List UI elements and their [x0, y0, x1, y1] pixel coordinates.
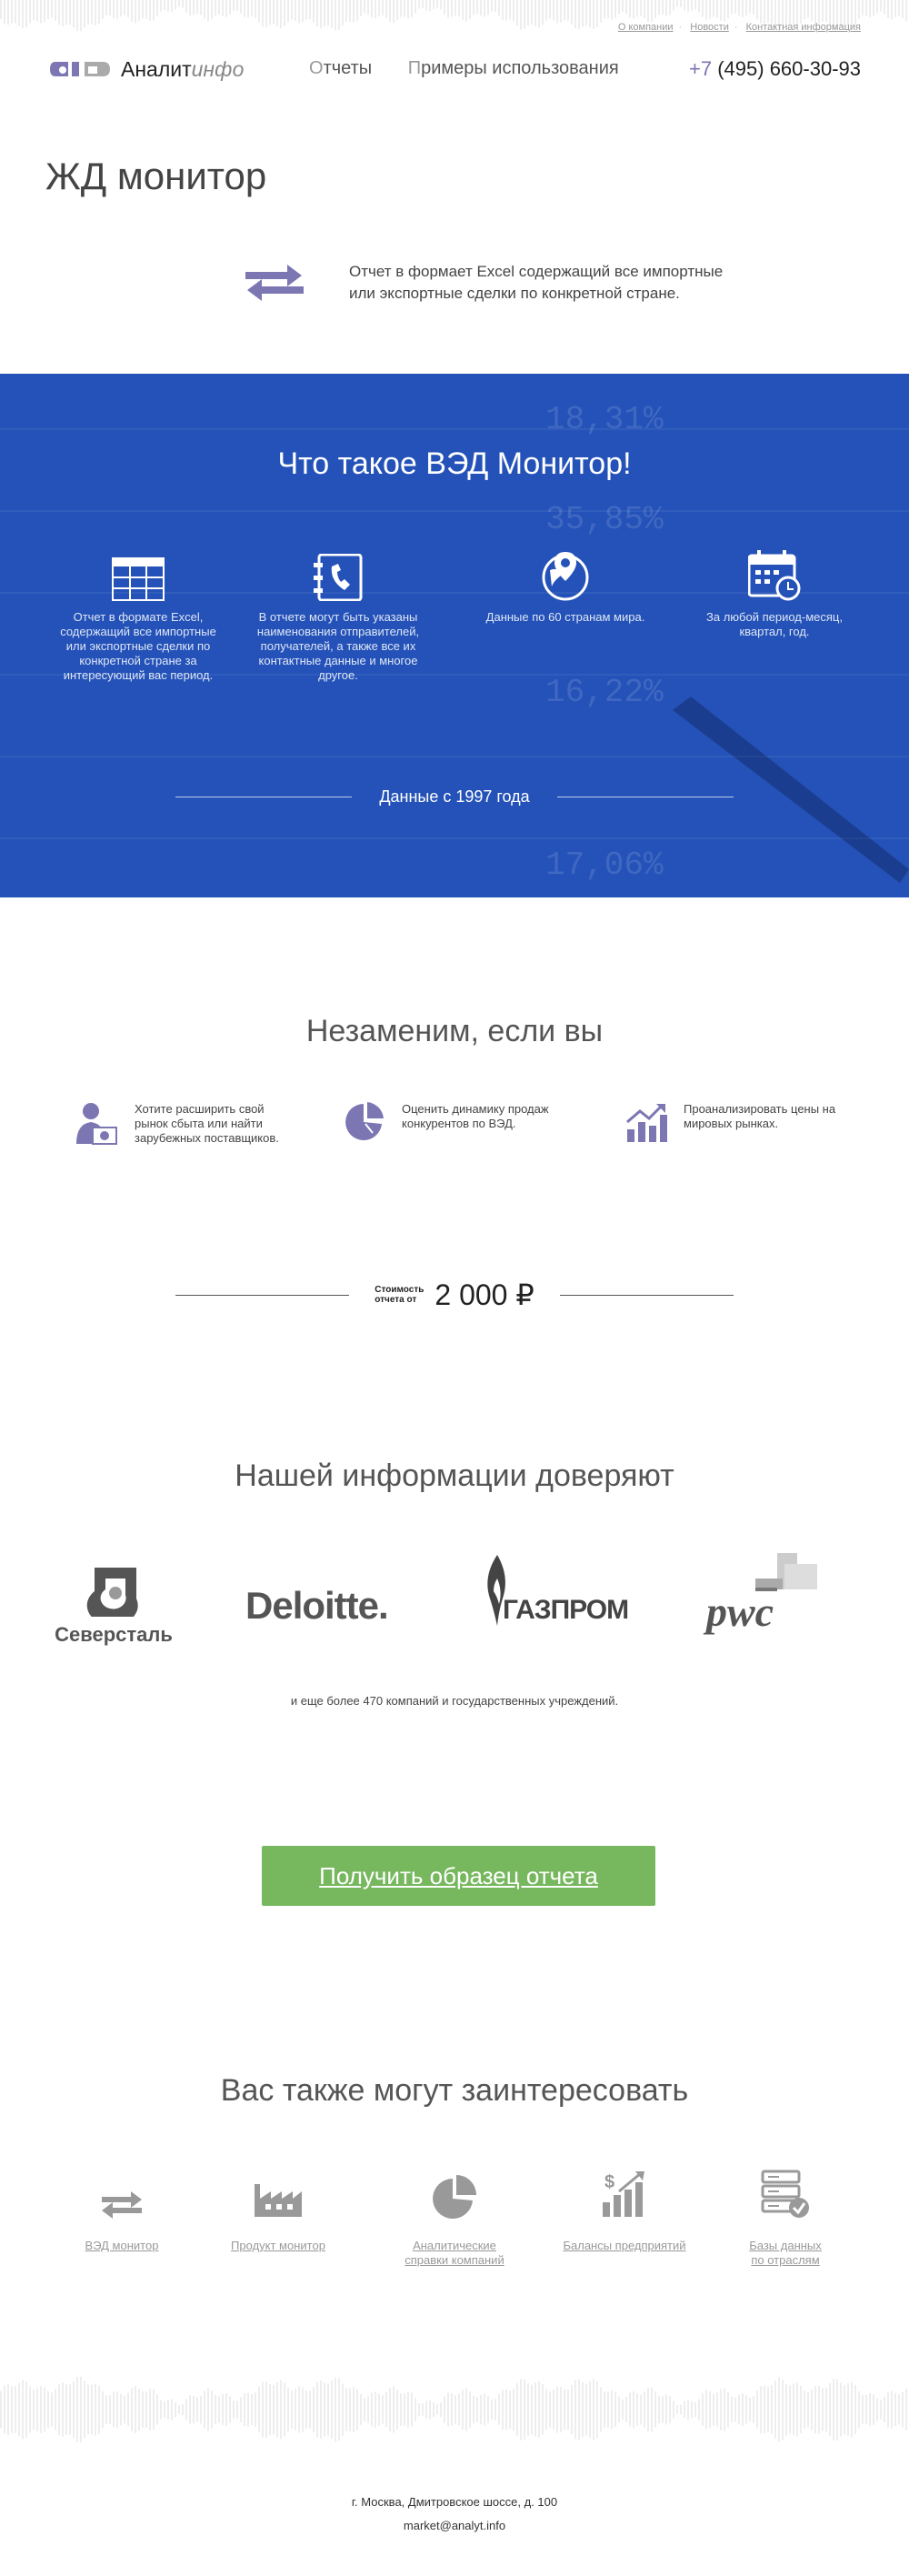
bg-number: 18,31% [545, 401, 664, 438]
intro-text: Отчет в формает Excel содержащий все импортные или экспортные сделки по конкретной стране. [349, 263, 724, 302]
nav-item-examples[interactable]: Примеры использования [407, 58, 619, 78]
severstal-mark-icon [85, 1564, 142, 1617]
footer-wave-decoration [0, 2373, 909, 2446]
need-text: Хотите расширить свой рынок сбыта или найти зарубежных поставщиков. [135, 1102, 279, 1145]
pie-chart-icon [345, 1102, 385, 1142]
arrows-icon [102, 2190, 142, 2219]
top-links: О компании · Новости · Контактная информация [617, 22, 861, 33]
client-logo-pwc: pwc [704, 1546, 823, 1637]
client-logo-deloitte: Deloitte. [245, 1584, 388, 1627]
clients-note: и еще более 470 компаний и государственных учреждений. [290, 1694, 619, 1708]
also-item[interactable]: Аналитические справки компаний [386, 2173, 523, 2268]
intro [245, 261, 740, 305]
page-title: ЖД монитор [45, 155, 267, 197]
money-chart-icon [601, 2171, 648, 2219]
need-text: Проанализировать цены на мировых рынках. [684, 1102, 836, 1130]
bg-number: 16,22% [545, 674, 664, 711]
also-item[interactable] [556, 2173, 693, 2253]
pen-decoration [654, 674, 909, 892]
top-link-contacts[interactable]: Контактная информация [745, 22, 861, 33]
feature-text: Данные по 60 странам мира. [485, 610, 645, 624]
growth-chart-icon [625, 1102, 667, 1142]
table-icon [112, 557, 165, 601]
globe-pin-icon [541, 550, 590, 601]
also-item[interactable] [54, 2173, 190, 2253]
exchange-arrows-icon [245, 263, 304, 303]
need-text: Оценить динамику продаж конкурентов по ВЭД. [402, 1102, 549, 1130]
price-label: Стоимость отчета от [375, 1285, 425, 1305]
bg-number: 17,06% [545, 847, 664, 884]
svg-text:$: $ [604, 2172, 615, 2192]
get-sample-button[interactable]: Получить образец отчета [262, 1846, 655, 1906]
need-item [345, 1102, 565, 1142]
calendar-clock-icon [748, 550, 801, 601]
pie-chart-icon [433, 2175, 476, 2219]
also-item[interactable]: Базы данных по отраслям [717, 2173, 854, 2268]
footer-address: г. Москва, Дмитровское шоссе, д. 100 [351, 2495, 558, 2509]
top-link-about[interactable]: О компании [617, 22, 674, 33]
also-link[interactable]: Балансы предприятий [563, 2239, 686, 2252]
logo-text: Аналитинфо [121, 56, 245, 81]
irreplaceable-title: Незаменим, если вы [305, 1014, 604, 1048]
need-item [73, 1102, 280, 1148]
logo-mark-icon [48, 56, 112, 82]
what-is-title: Что такое ВЭД Монитор! [277, 446, 632, 481]
main-nav [309, 58, 650, 79]
feature-item [52, 537, 225, 683]
also-title: Вас также могут заинтересовать [220, 2073, 689, 2108]
client-logo-severstal: Северсталь [50, 1564, 177, 1647]
footer-email[interactable]: market@analyt.info [403, 2519, 506, 2532]
database-icon [761, 2170, 810, 2219]
since-text: Данные с 1997 года [379, 787, 530, 806]
bg-number: 35,85% [545, 501, 664, 538]
factory-icon [253, 2179, 304, 2219]
since-divider [175, 787, 734, 807]
what-is-section [0, 374, 909, 897]
clients-logos: Северсталь Deloitte. ГАЗПРОМ pwc [0, 1546, 909, 1664]
feature-text: В отчете могут быть указаны наименования отправителей, получателей, а также все их контактные данные и многое другое. [256, 610, 420, 682]
businessman-icon [73, 1102, 118, 1148]
price-value: 2 000 ₽ [435, 1278, 534, 1311]
phonebook-icon [314, 554, 363, 601]
need-item [625, 1102, 847, 1142]
logo[interactable] [48, 56, 244, 82]
price-divider [175, 1278, 734, 1312]
top-link-news[interactable]: Новости [690, 22, 729, 33]
feature-text: За любой период-месяц, квартал, год. [706, 610, 843, 638]
feature-item [688, 537, 861, 639]
also-link[interactable]: Базы данных [749, 2239, 822, 2252]
also-link[interactable]: ВЭД монитор [85, 2239, 159, 2252]
trust-title: Нашей информации доверяют [235, 1458, 674, 1493]
nav-item-reports[interactable]: Отчеты [309, 58, 373, 78]
also-link[interactable]: Продукт монитор [231, 2239, 325, 2252]
feature-text: Отчет в формате Excel, содержащий все импортные или экспортные сделки по конкретной стране за интересующий вас период. [60, 610, 216, 682]
feature-item [252, 537, 425, 683]
also-item[interactable] [210, 2173, 346, 2253]
phone-number[interactable]: +7 (495) 660-30-93 [689, 57, 861, 80]
also-link[interactable]: Аналитические [413, 2239, 496, 2252]
feature-item [479, 537, 652, 625]
